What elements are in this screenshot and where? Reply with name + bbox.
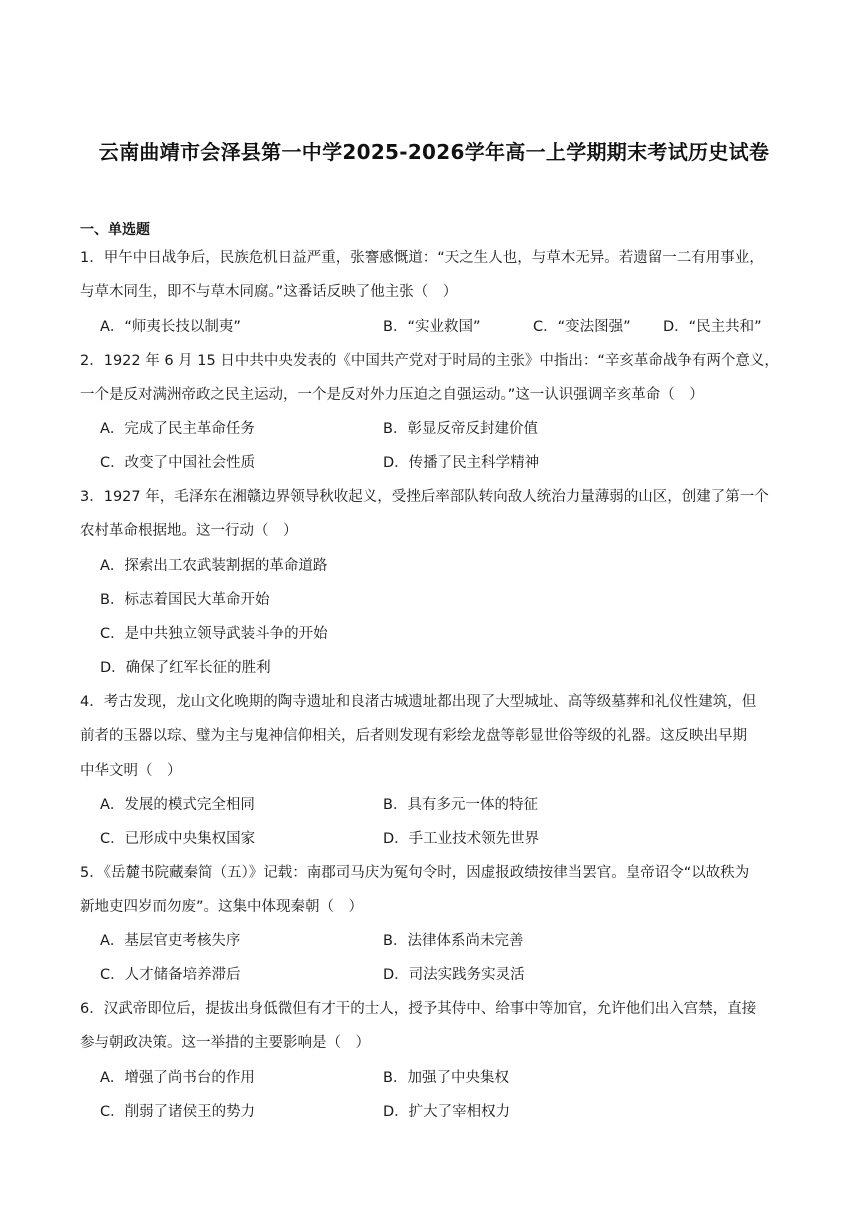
question-2-option-a: A．完成了民主革命任务 [100,421,255,437]
question-2-line-2: 一个是反对满洲帝政之民主运动，一个是反对外力压迫之自强运动。”这一认识强调辛亥革命（ ） [80,387,704,403]
question-3-option-a: A．探索出工农武装割据的革命道路 [100,558,328,574]
question-4-option-b: B．具有多元一体的特征 [383,797,538,813]
question-5-option-b: B．法律体系尚未完善 [383,933,524,949]
question-5-option-c: C．人才储备培养滞后 [100,967,241,983]
question-6-option-b: B．加强了中央集权 [383,1070,509,1086]
question-2-option-c: C．改变了中国社会性质 [100,455,256,471]
question-6-option-d: D．扩大了宰相权力 [383,1104,511,1120]
question-2-line-1: 2．1922 年 6 月 15 日中共中央发表的《中国共产党对于时局的主张》中指出：“辛亥革命战争有两个意义， [80,353,779,369]
question-4-option-a: A．发展的模式完全相同 [100,797,255,813]
question-1-option-b: B．“实业救国” [383,319,481,335]
question-4-line-1: 4．考古发现，龙山文化晚期的陶寺遗址和良渚古城遗址都出现了大型城址、高等级墓葬和礼仪性建筑，但 [80,694,757,710]
question-5-option-d: D．司法实践务实灵活 [383,967,525,983]
question-5-line-1: 5．《岳麓书院藏秦简（五）》记载：南郡司马庆为冤句令时，因虚报政绩按律当罢官。皇帝诏令“以故秩为 [80,865,750,881]
question-2-option-b: B．彰显反帝反封建价值 [383,421,538,437]
question-3-line-1: 3．1927 年，毛泽东在湘赣边界领导秋收起义，受挫后率部队转向敌人统治力量薄弱的山区，创建了第一个 [80,489,769,505]
question-3-line-2: 农村革命根据地。这一行动（ ） [80,523,298,539]
exam-title: 云南曲靖市会泽县第一中学2025-2026学年高一上学期期末考试历史试卷 [98,140,770,164]
question-6-line-1: 6．汉武帝即位后，提拔出身低微但有才干的士人，授予其侍中、给事中等加官，允许他们出入宫禁，直接 [80,1001,757,1017]
question-1-line-2: 与草木同生，即不与草木同腐。”这番话反映了他主张（ ） [80,284,458,300]
question-4-line-2: 前者的玉器以琮、璧为主与鬼神信仰相关，后者则发现有彩绘龙盘等彰显世俗等级的礼器。这反映出早期 [80,728,747,744]
question-1-option-d: D．“民主共和” [663,319,762,335]
question-6-option-c: C．削弱了诸侯王的势力 [100,1104,256,1120]
question-1-option-a: A．“师夷长技以制夷” [100,319,241,335]
question-3-option-c: C．是中共独立领导武装斗争的开始 [100,626,328,642]
question-5-line-2: 新地吏四岁而勿废”。这集中体现秦朝（ ） [80,899,364,915]
question-5-option-a: A．基层官吏考核失序 [100,933,241,949]
question-4-line-3: 中华文明（ ） [80,763,182,779]
question-6-option-a: A．增强了尚书台的作用 [100,1070,255,1086]
question-6-line-2: 参与朝政决策。这一举措的主要影响是（ ） [80,1035,370,1051]
question-2-option-d: D．传播了民主科学精神 [383,455,540,471]
question-3-option-d: D．确保了红军长征的胜利 [100,660,271,676]
section-heading: 一、单选题 [80,222,150,238]
question-4-option-c: C．已形成中央集权国家 [100,831,256,847]
question-3-option-b: B．标志着国民大革命开始 [100,592,270,608]
question-1-line-1: 1．甲午中日战争后，民族危机日益严重，张謇感慨道：“天之生人也，与草木无异。若遗留一二有用事业， [80,250,764,266]
question-4-option-d: D．手工业技术领先世界 [383,831,540,847]
question-1-option-c: C．“变法图强” [533,319,631,335]
